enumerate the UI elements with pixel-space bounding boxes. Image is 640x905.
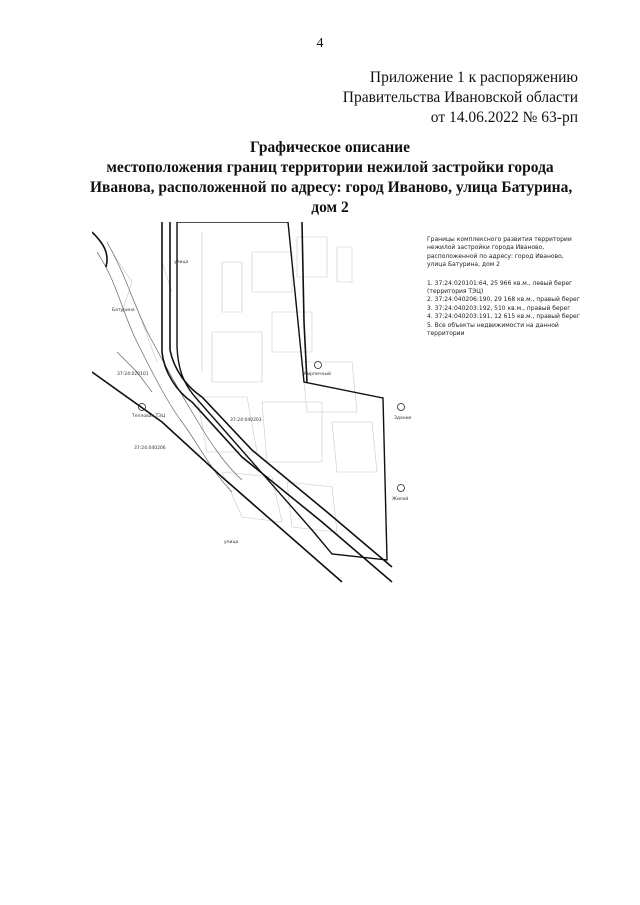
legend-title: Границы комплексного развития территории нежилой застройки города Иваново, расположенной по адресу: город Иваново, улица Батурина, дом 2 (427, 236, 572, 269)
map-label-tpp: Тепловая ТЭЦ (132, 414, 166, 419)
appendix-line-2: Правительства Ивановской области (342, 89, 578, 106)
page-number: 4 (316, 36, 324, 51)
legend-item: 1. 37:24:020101:64, 25 966 кв.м., левый берег (427, 279, 573, 287)
map-label-cadastral-2: 37:24:040206 (134, 446, 166, 451)
legend-item: 3. 37:24:040203:192, 510 кв.м., правый берег (427, 304, 571, 312)
title-line-4: дом 2 (311, 199, 349, 216)
map-legend (427, 236, 580, 338)
legend-item: территории (427, 330, 465, 338)
title-line-2: местоположения границ территории нежилой застройки города (106, 159, 554, 176)
title-line-3: Иванова, расположенной по адресу: город Иваново, улица Батурина, (90, 179, 573, 196)
legend-item: (территория ТЭЦ) (427, 288, 484, 296)
parcel-lines (112, 232, 377, 532)
map-label-street-2: улица (224, 540, 239, 545)
appendix-line-3: от 14.06.2022 № 63-рп (430, 109, 578, 126)
map-label-cadastral-1: 37:24:020101 (117, 372, 149, 377)
boundary-map (92, 222, 580, 602)
map-label-residential: Жилой (392, 497, 409, 502)
map-label-cadastral-3: 37:24:040203 (230, 418, 262, 423)
map-label-baturina: Батурина (112, 308, 135, 313)
legend-item: 2. 37:24:040206:190, 29 168 кв.м., правый берег (427, 296, 580, 304)
document-title (90, 138, 573, 218)
appendix-line-1: Приложение 1 к распоряжению (369, 69, 578, 86)
territory-boundary (177, 222, 387, 560)
title-line-1: Графическое описание (249, 139, 410, 156)
legend-item: 5. Все объекты недвижимости на данной (427, 321, 559, 329)
appendix-header (343, 68, 578, 128)
map-label-building: Здание (394, 416, 412, 421)
legend-item: 4. 37:24:040203:191, 12 615 кв.м., правый берег (427, 313, 580, 321)
map-label-street: улица (174, 260, 189, 265)
map-label-brick: Кирпичный (304, 372, 331, 377)
